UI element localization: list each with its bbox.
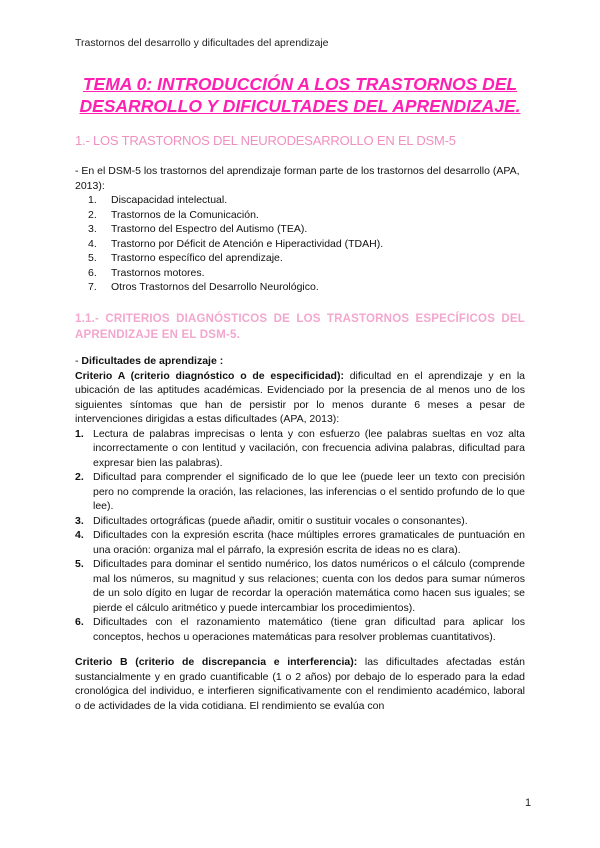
list-item: 6. Dificultades con el razonamiento matemático (tiene gran dificultad para aplicar los conceptos, hechos u operaciones matemáticas para resolver problemas cuantitativos). <box>75 616 525 643</box>
list-item: 3. Dificultades ortográficas (puede añadir, omitir o sustituir vocales o consonantes). <box>75 514 468 527</box>
criterion-b-label: Criterio B (criterio de discrepancia e interferencia): <box>75 656 358 668</box>
list-item: 7. Otros Trastornos del Desarrollo Neurológico. <box>88 281 319 293</box>
subsection-label: - Dificultades de aprendizaje : <box>75 355 224 367</box>
running-header: Trastornos del desarrollo y dificultades del aprendizaje <box>75 37 329 49</box>
list-item: 2. Dificultad para comprender el significado de lo que lee (puede leer un texto con precisión pero no comprende la oración, las relaciones, las inferencias o el sentido profundo de lo que lee). <box>75 471 525 512</box>
list-item: 5. Dificultades para dominar el sentido numérico, los datos numéricos o el cálculo (comprende mal los números, su magnitud y sus relaciones; cuenta con los dedos para sumar números de un solo dígito en lugar de recordar la operación matemática como hacen sus iguales; se pierde el cálculo aritmético y puede intercambiar los procedimientos). <box>75 558 525 614</box>
criterion-a-label: Criterio A (criterio diagnóstico o de especificidad): <box>75 369 344 382</box>
criterion-a-paragraph: Criterio A (criterio diagnóstico o de especificidad): dificultad en el aprendizaje y en la ubicación de las aptitudes académicas. Evidenciado por la presencia de al menos uno de los siguientes síntomas que han de persistir por lo menos durante 6 meses a pesar de intervenciones dirigidas a estas dificultades (APA, 2013): <box>75 369 525 425</box>
section-1-1-heading: 1.1.- CRITERIOS DIAGNÓSTICOS DE LOS TRASTORNOS ESPECÍFICOS DEL APRENDIZAJE EN EL DSM-5. <box>75 313 525 341</box>
list-item: 6. Trastornos motores. <box>88 266 205 279</box>
list-item: 4. Dificultades con la expresión escrita (hace múltiples errores gramaticales de puntuación en una oración: organiza mal el párrafo, la expresión escrita de ideas no es clara). <box>75 529 525 556</box>
section-1-intro: - En el DSM-5 los trastornos del aprendizaje forman parte de los trastornos del desarrollo (APA, 2013): <box>75 165 520 192</box>
list-item: 1. Lectura de palabras imprecisas o lenta y con esfuerzo (lee palabras sueltas en voz alta incorrectamente o con lentitud y vacilación, con frecuencia adivina palabras, dificultad para expresar bien las palabras). <box>75 427 525 469</box>
criterion-a-symptoms-list <box>75 427 525 645</box>
document-title: TEMA 0: INTRODUCCIÓN A LOS TRASTORNOS DEL DESARROLLO Y DIFICULTADES DEL APRENDIZAJE. <box>79 74 521 116</box>
criterion-b-paragraph: Criterio B (criterio de discrepancia e interferencia): las dificultades afectadas están sustancialmente y en grado cuantificable (1 o 2 años) por debajo de lo esperado para la edad cronológica del individuo, e interfieren significativamente con el rendimiento académico, laboral o de actividades de la vida cotidiana. El rendimiento se evalúa con <box>75 656 525 712</box>
list-item: 1. Discapacidad intelectual. <box>88 194 228 206</box>
list-item: 3. Trastorno del Espectro del Autismo (TEA). <box>88 223 308 235</box>
list-item: 4. Trastorno por Déficit de Atención e Hiperactividad (TDAH). <box>88 237 384 250</box>
disorders-list <box>88 193 518 295</box>
list-item: 2. Trastornos de la Comunicación. <box>88 208 259 221</box>
page-number: 1 <box>525 797 532 809</box>
section-1-heading: 1.- LOS TRASTORNOS DEL NEURODESARROLLO EN EL DSM-5 <box>75 133 456 148</box>
paragraph-spacer <box>75 644 525 655</box>
section-1-1-body <box>75 354 525 713</box>
list-item: 5. Trastorno específico del aprendizaje. <box>88 252 283 264</box>
